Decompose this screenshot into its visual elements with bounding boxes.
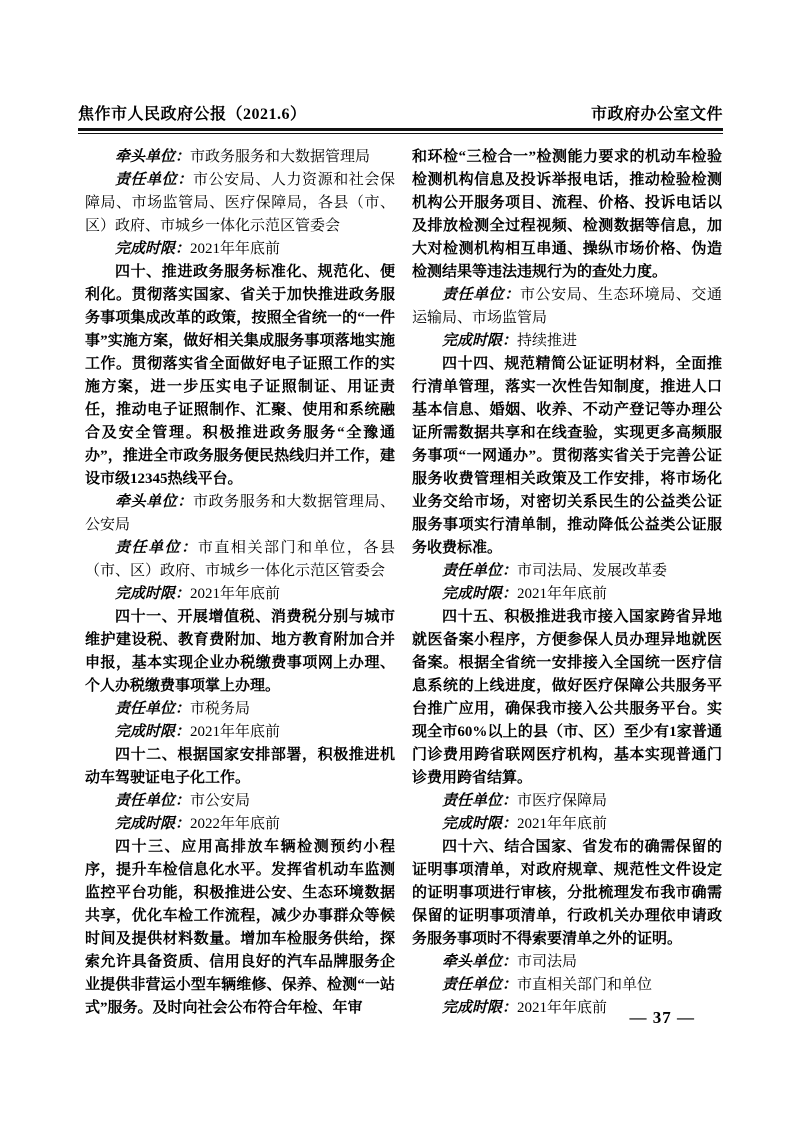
numbered-item-paragraph: 四十一、开展增值税、消费税分别与城市维护建设税、教育费附加、地方教育附加合并申报，基本实现企业办税缴费事项网上办理、个人办税缴费事项掌上办理。 [85, 609, 395, 694]
meta-value: 市公安局 [190, 793, 251, 809]
meta-value: 2021年年底前 [190, 241, 281, 257]
meta-line [412, 974, 722, 997]
meta-label: 责任单位： [442, 977, 518, 993]
meta-value: 2022年年底前 [190, 816, 281, 832]
numbered-item-paragraph: 四十六、结合国家、省发布的确需保留的证明事项清单，对政府规章、规范性文件设定的证明事项进行审核，分批梳理发布我市确需保留的证明事项清单，行政机关办理依申请政务服务事项时不得索要清单之外的证明。 [412, 839, 722, 947]
meta-label: 责任单位： [115, 540, 198, 556]
meta-label: 完成时限： [442, 333, 518, 349]
numbered-item-paragraph: 四十四、规范精简公证证明材料，全面推行清单管理，落实一次性告知制度，推进人口基本信息、婚姻、收养、不动产登记等办理公证所需数据共享和在线查验，实现更多高频服务事项“一网通办”。贯彻落实省关于完善公证服务收费管理相关政策及工作安排，将市场化业务交给市场，对密切关系民生的公益类公证服务事项实行清单制，推动降低公益类公证服务收费标准。 [412, 356, 722, 556]
left-column [85, 146, 395, 1020]
meta-value: 持续推进 [517, 333, 578, 349]
meta-line [412, 951, 722, 974]
meta-value: 市政务服务和大数据管理局、公安局 [85, 494, 395, 533]
header-right-title: 市政府办公室文件 [590, 106, 723, 123]
meta-line [85, 721, 395, 744]
meta-line [412, 560, 722, 583]
meta-value: 市政务服务和大数据管理局 [190, 149, 371, 165]
meta-label: 责任单位： [115, 172, 193, 188]
meta-value: 市直相关部门和单位，各县（市、区）政府、市城乡一体化示范区管委会 [85, 540, 395, 579]
meta-line [85, 583, 395, 606]
meta-line [412, 813, 722, 836]
page-header [78, 101, 723, 124]
meta-line [85, 813, 395, 836]
meta-value: 2021年年底前 [190, 586, 281, 602]
meta-label: 完成时限： [442, 586, 518, 602]
meta-label: 责任单位： [442, 563, 518, 579]
right-column [412, 146, 722, 1020]
meta-value: 市直相关部门和单位 [517, 977, 653, 993]
meta-line [85, 790, 395, 813]
numbered-item-paragraph: 四十二、根据国家安排部署，积极推进机动车驾驶证电子化工作。 [85, 747, 395, 786]
meta-value: 市医疗保障局 [517, 793, 608, 809]
meta-label: 完成时限： [115, 724, 191, 740]
page-number: — 37 — [629, 1008, 695, 1027]
meta-value: 2021年年底前 [517, 586, 608, 602]
meta-label: 责任单位： [442, 793, 518, 809]
meta-label: 责任单位： [442, 287, 520, 303]
document-body [85, 146, 722, 1020]
header-rule [78, 128, 723, 134]
header-left-title: 焦作市人民政府公报（2021.6） [78, 106, 307, 123]
numbered-item-paragraph: 四十、推进政务服务标准化、规范化、便利化。贯彻落实国家、省关于加快推进政务服务事项集成改革的政策，按照全省统一的“一件事”实施方案，做好相关集成服务事项落地实施工作。贯彻落实省全面做好电子证照工作的实施方案，进一步压实电子证照制证、用证责任，推动电子证照制作、汇聚、使用和系统融合及安全管理。积极推进政务服务“全豫通办”，推进全市政务服务便民热线归并工作，建设市级12345热线平台。 [85, 264, 395, 487]
meta-line [412, 330, 722, 353]
meta-value: 市税务局 [190, 701, 251, 717]
numbered-item-paragraph: 四十三、应用高排放车辆检测预约小程序，提升车检信息化水平。发挥省机动车监测监控平台功能，积极推进公安、生态环境数据共享，优化车检工作流程，减少办事群众等候时间及提供材料数量。增加车检服务供给，探索允许具备资质、信用良好的汽车品牌服务企业提供非营运小型车辆维修、保养、检测“一站式”服务。及时向社会公布符合年检、年审 [85, 839, 395, 1016]
meta-label: 牵头单位： [442, 954, 518, 970]
meta-label: 牵头单位： [115, 149, 191, 165]
meta-line [85, 238, 395, 261]
meta-value: 市公安局、生态环境局、交通运输局、市场监管局 [412, 287, 722, 326]
meta-label: 责任单位： [115, 793, 191, 809]
meta-line [412, 284, 722, 330]
meta-value: 市司法局、发展改革委 [517, 563, 668, 579]
meta-value: 市公安局、人力资源和社会保障局、市场监管局、医疗保障局，各县（市、区）政府、市城乡一体化示范区管委会 [85, 172, 395, 234]
meta-label: 完成时限： [115, 586, 191, 602]
meta-value: 2021年年底前 [517, 1000, 608, 1016]
meta-line [85, 169, 395, 238]
meta-line [85, 537, 395, 583]
meta-label: 完成时限： [442, 1000, 518, 1016]
continuation-paragraph: 和环检“三检合一”检测能力要求的机动车检验检测机构信息及投诉举报电话，推动检验检测机构公开服务项目、流程、价格、投诉电话以及排放检测全过程视频、检测数据等信息，加大对检测机构相互串通、操纵市场价格、伪造检测结果等违法违规行为的查处力度。 [412, 149, 722, 280]
meta-label: 完成时限： [115, 241, 191, 257]
meta-label: 完成时限： [115, 816, 191, 832]
meta-value: 市司法局 [517, 954, 578, 970]
meta-line [85, 698, 395, 721]
meta-line [85, 146, 395, 169]
meta-value: 2021年年底前 [517, 816, 608, 832]
numbered-item-paragraph: 四十五、积极推进我市接入国家跨省异地就医备案小程序，方便参保人员办理异地就医备案。根据全省统一安排接入全国统一医疗信息系统的上线进度，做好医疗保障公共服务平台推广应用，确保我市接入公共服务平台。实现全市60%以上的县（市、区）至少有1家普通门诊费用跨省联网医疗机构，基本实现普通门诊费用跨省结算。 [412, 609, 722, 786]
meta-label: 完成时限： [442, 816, 518, 832]
meta-line [412, 790, 722, 813]
meta-value: 2021年年底前 [190, 724, 281, 740]
meta-line [412, 583, 722, 606]
meta-label: 责任单位： [115, 701, 191, 717]
meta-label: 牵头单位： [115, 494, 193, 510]
meta-line [85, 491, 395, 537]
